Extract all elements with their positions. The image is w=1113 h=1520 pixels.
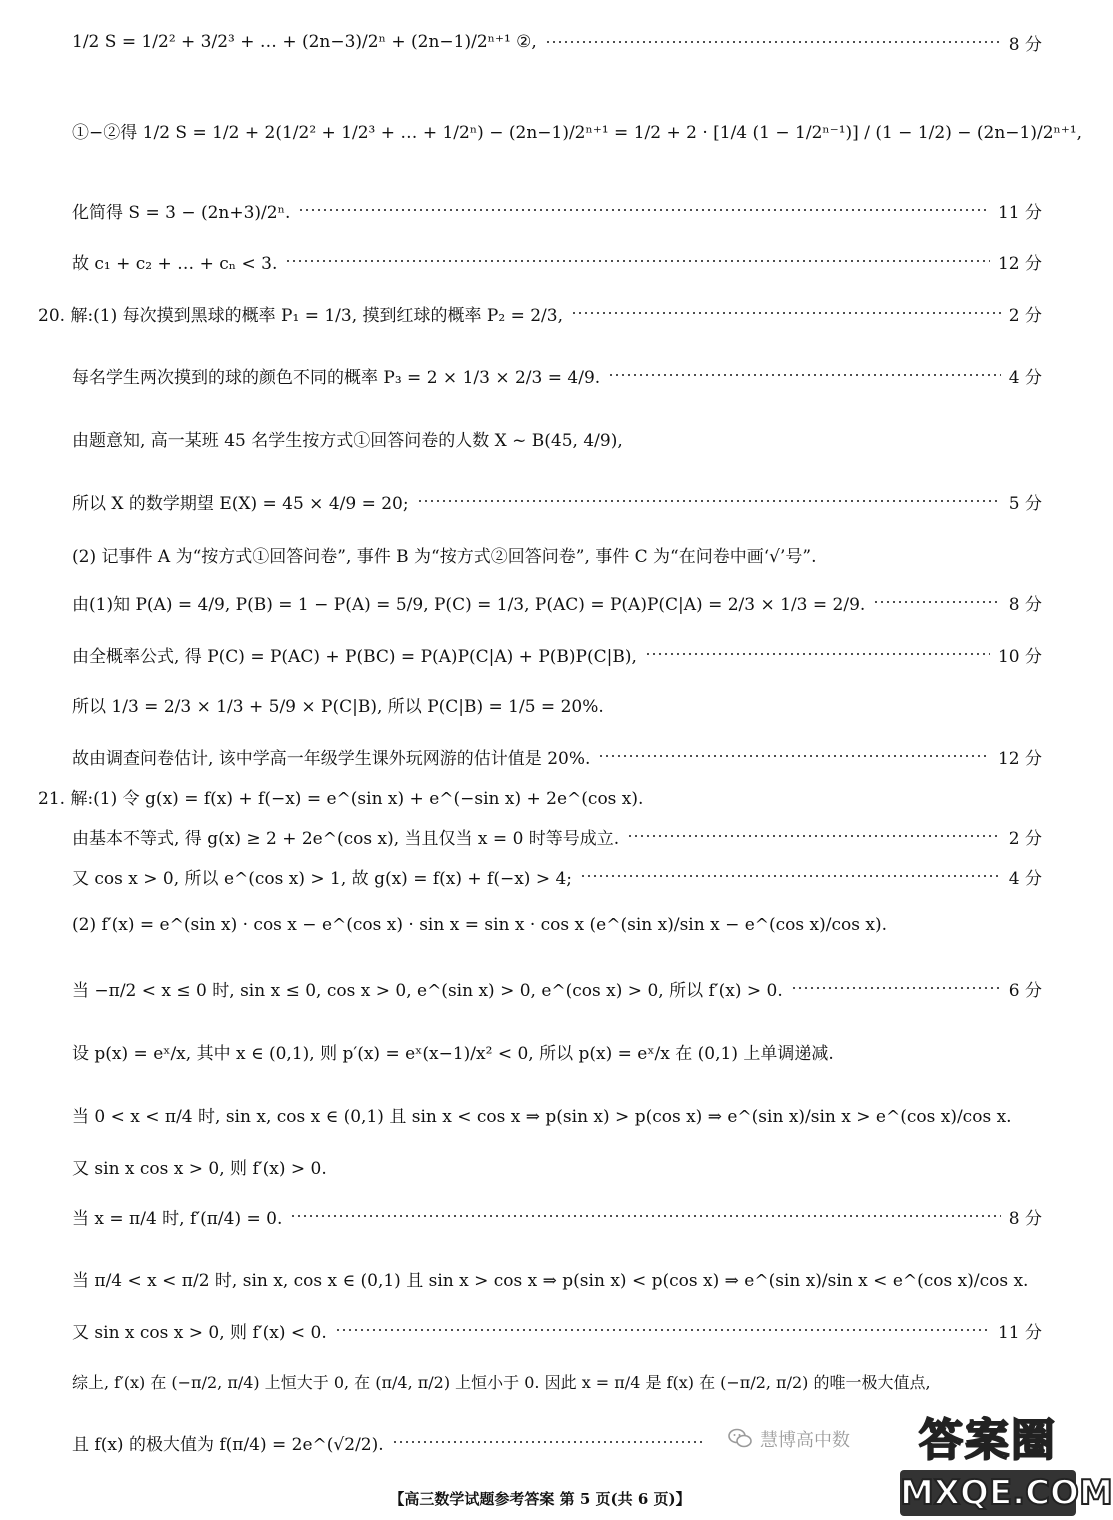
leader-dots xyxy=(335,1329,990,1331)
line-text: 当 x = π/4 时, f′(π/4) = 0. xyxy=(72,1208,283,1229)
solution-line xyxy=(72,1092,1042,1136)
line-text: 当 π/4 < x < π/2 时, sin x, cos x ∈ (0,1) 且 sin x > cos x ⇒ p(sin x) < p(cos x) ⇒ e^(sin x)/sin x < e^(cos x)/cos x. xyxy=(72,1270,1029,1291)
score-label: 12 分 xyxy=(997,748,1042,769)
score-label: 4 分 xyxy=(1008,868,1042,889)
line-text: 由题意知, 高一某班 45 名学生按方式①回答问卷的人数 X ~ B(45, 4/9), xyxy=(72,430,623,451)
page-footer: 【高三数学试题参考答案 第 5 页(共 6 页)】 xyxy=(389,1490,691,1508)
leader-dots xyxy=(608,374,1001,376)
line-text: 每名学生两次摸到的球的颜色不同的概率 P₃ = 2 × 1/3 × 2/3 = 4/9. xyxy=(72,367,601,388)
solution-line xyxy=(72,742,1042,770)
leader-dots xyxy=(645,653,990,655)
score-label: 8 分 xyxy=(1008,594,1042,615)
solution-line xyxy=(72,418,1042,458)
line-text: 由基本不等式, 得 g(x) ≥ 2 + 2e^(cos x), 当且仅当 x = 0 时等号成立. xyxy=(72,828,620,849)
line-text: 1/2 S = 1/2² + 3/2³ + … + (2n−3)/2ⁿ + (2n−1)/2ⁿ⁺¹ ②, xyxy=(72,32,537,52)
solution-line xyxy=(72,968,1042,1008)
solution-line xyxy=(72,192,1042,228)
score-label: 4 分 xyxy=(1008,367,1042,388)
solution-line xyxy=(72,684,1042,724)
score-label: 10 分 xyxy=(997,646,1042,667)
leader-dots xyxy=(290,1215,1000,1217)
solution-line xyxy=(72,482,1042,520)
leader-dots xyxy=(598,755,990,757)
solution-line xyxy=(72,822,1042,850)
line-text: ①−②得 1/2 S = 1/2 + 2(1/2² + 1/2³ + … + 1/2ⁿ) − (2n−1)/2ⁿ⁺¹ = 1/2 + 2 · [1/4 (1 − 1/2ⁿ⁻¹)] / (1 − 1/2) − (2n−1)/2ⁿ⁺¹, xyxy=(72,122,1083,143)
line-text: 21. 解:(1) 令 g(x) = f(x) + f(−x) = e^(sin x) + e^(−sin x) + 2e^(cos x). xyxy=(38,788,644,809)
line-text: 故由调查问卷估计, 该中学高一年级学生课外玩网游的估计值是 20%. xyxy=(72,748,591,769)
line-text: 所以 X 的数学期望 E(X) = 45 × 4/9 = 20; xyxy=(72,493,409,514)
solution-line xyxy=(38,782,1042,810)
solution-line xyxy=(72,22,1042,62)
line-text: 由(1)知 P(A) = 4/9, P(B) = 1 − P(A) = 5/9, P(C) = 1/3, P(AC) = P(A)P(C|A) = 2/3 × 1/3 = 2/9. xyxy=(72,594,866,615)
line-text: (2) f′(x) = e^(sin x) · cos x − e^(cos x) · sin x = sin x · cos x (e^(sin x)/sin x − e^(cos x)/cos x). xyxy=(72,915,887,935)
score-label: 5 分 xyxy=(1008,493,1042,514)
line-text: 又 cos x > 0, 所以 e^(cos x) > 1, 故 g(x) = f(x) + f(−x) > 4; xyxy=(72,868,573,889)
line-text: 当 −π/2 < x ≤ 0 时, sin x ≤ 0, cos x > 0, e^(sin x) > 0, e^(cos x) > 0, 所以 f′(x) > 0. xyxy=(72,980,783,1001)
score-label: 11 分 xyxy=(997,202,1042,223)
solution-line xyxy=(38,294,1042,332)
line-text: (2) 记事件 A 为“按方式①回答问卷”, 事件 B 为“按方式②回答问卷”, 事件 C 为“在问卷中画‘√’号”. xyxy=(72,546,817,567)
line-text: 所以 1/3 = 2/3 × 1/3 + 5/9 × P(C|B), 所以 P(C|B) = 1/5 = 20%. xyxy=(72,696,604,717)
leader-dots xyxy=(417,500,1001,502)
wechat-icon xyxy=(728,1428,752,1448)
solution-line xyxy=(72,1422,712,1462)
line-text: 又 sin x cos x > 0, 则 f′(x) < 0. xyxy=(72,1322,327,1343)
score-label: 12 分 xyxy=(997,253,1042,274)
score-label: 8 分 xyxy=(1008,1208,1042,1229)
solution-line xyxy=(72,582,1042,622)
line-text: 当 0 < x < π/4 时, sin x, cos x ∈ (0,1) 且 sin x < cos x ⇒ p(sin x) > p(cos x) ⇒ e^(sin x)/sin x > e^(cos x)/cos x. xyxy=(72,1106,1012,1127)
leader-dots xyxy=(873,601,1000,603)
score-label: 11 分 xyxy=(997,1322,1042,1343)
leader-dots xyxy=(545,41,1001,43)
solution-line xyxy=(72,540,1042,568)
line-text: 综上, f′(x) 在 (−π/2, π/4) 上恒大于 0, 在 (π/4, π/2) 上恒小于 0. 因此 x = π/4 是 f(x) 在 (−π/2, π/2) 的唯一极大值点, xyxy=(72,1372,931,1392)
logo-cn-text: 答案圈 xyxy=(919,1415,1057,1466)
line-text: 化简得 S = 3 − (2n+3)/2ⁿ. xyxy=(72,202,291,223)
line-text: 由全概率公式, 得 P(C) = P(AC) + P(BC) = P(A)P(C|A) + P(B)P(C|B), xyxy=(72,646,637,667)
line-text: 又 sin x cos x > 0, 则 f′(x) > 0. xyxy=(72,1158,327,1179)
logo-en-text: MXQE.COM xyxy=(900,1470,1076,1516)
solution-line xyxy=(72,100,1083,160)
watermark-account: 慧博高中数 xyxy=(760,1430,850,1451)
line-text: 故 c₁ + c₂ + … + cₙ < 3. xyxy=(72,253,278,274)
solution-line xyxy=(72,1030,1042,1072)
solution-line xyxy=(72,862,1042,890)
leader-dots xyxy=(571,312,1001,314)
solution-line xyxy=(72,356,1042,394)
leader-dots xyxy=(285,260,990,262)
line-text: 且 f(x) 的极大值为 f(π/4) = 2e^(√2/2). xyxy=(72,1434,384,1455)
score-label: 2 分 xyxy=(1008,305,1042,326)
leader-dots xyxy=(627,835,1001,837)
solution-line xyxy=(72,1360,1042,1402)
score-label: 8 分 xyxy=(1008,34,1042,55)
score-label: 2 分 xyxy=(1008,828,1042,849)
solution-line xyxy=(72,246,1042,276)
leader-dots xyxy=(580,875,1001,877)
leader-dots xyxy=(392,1441,704,1443)
solution-line xyxy=(72,1316,1042,1344)
leader-dots xyxy=(791,987,1001,989)
solution-line xyxy=(72,1196,1042,1236)
solution-line xyxy=(72,640,1042,668)
line-text: 20. 解:(1) 每次摸到黑球的概率 P₁ = 1/3, 摸到红球的概率 P₂ = 2/3, xyxy=(38,305,563,326)
leader-dots xyxy=(298,209,990,211)
solution-line xyxy=(72,1256,1042,1300)
line-text: 设 p(x) = eˣ/x, 其中 x ∈ (0,1), 则 p′(x) = eˣ(x−1)/x² < 0, 所以 p(x) = eˣ/x 在 (0,1) 上单调递减. xyxy=(72,1043,834,1064)
solution-line xyxy=(72,1152,1042,1180)
solution-line xyxy=(72,902,1042,948)
score-label: 6 分 xyxy=(1008,980,1042,1001)
